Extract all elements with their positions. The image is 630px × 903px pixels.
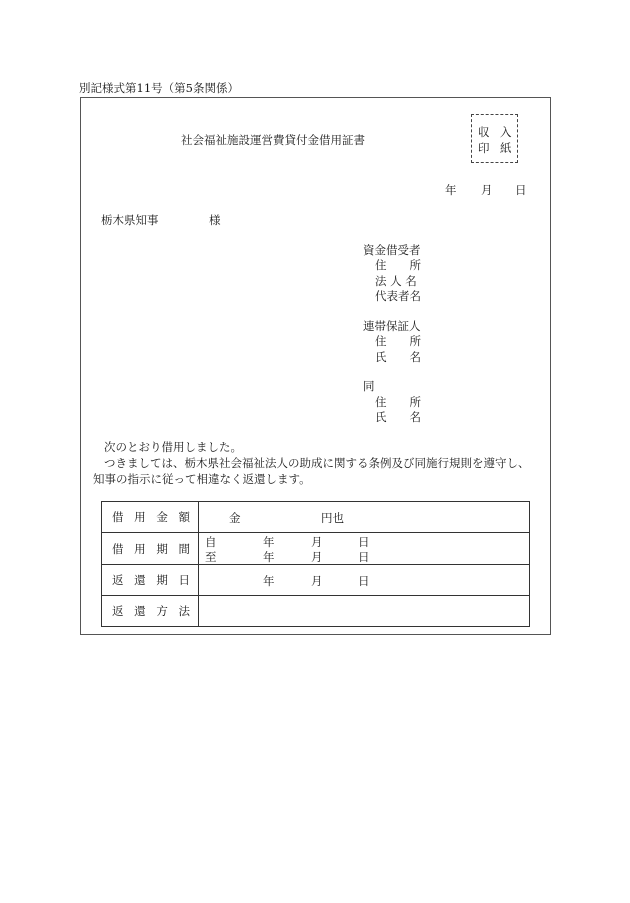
co-guarantor-address-label: 住 所 [375,395,421,409]
addressee-honorific: 様 [209,213,221,227]
label-char: 金 [156,510,168,524]
revenue-stamp-box [471,114,518,163]
label-char: 額 [178,510,190,524]
label-char: 用 [134,510,146,524]
label-char: 期 [156,573,168,587]
amount-label [102,502,199,533]
borrower-corp-name-label: 法 人 名 [375,274,417,288]
guarantor-heading: 連帯保証人 [363,319,421,333]
date-day: 日 [515,183,527,197]
period-to-year: 年 [263,550,275,564]
period-from: 自 [205,535,217,549]
stamp-char: 収 [478,125,490,139]
amount-prefix: 金 [229,511,241,525]
table-row-period [102,533,530,565]
body-line-1: 次のとおり借用しました。 [104,440,242,454]
guarantor-address-label: 住 所 [375,334,421,348]
label-char: 返 [112,573,124,587]
date-year: 年 [445,183,457,197]
due-date-label [102,565,199,596]
body-line-3: 知事の指示に従って相違なく返還します。 [93,472,311,486]
label-char: 返 [112,604,124,618]
body-line-2: つきましては、栃木県社会福祉法人の助成に関する条例及び同施行規則を遵守し、 [104,456,530,470]
due-month: 月 [311,574,323,588]
form-number: 別記様式第11号（第5条関係） [79,81,239,95]
period-label [102,533,199,565]
label-char: 方 [156,604,168,618]
table-row-due-date [102,565,530,596]
period-to: 至 [205,550,217,564]
method-label [102,596,199,627]
borrower-address-label: 住 所 [375,258,421,272]
method-value-cell [199,596,530,627]
date-month: 月 [481,183,493,197]
label-char: 借 [112,541,124,556]
stamp-char: 印 [478,141,490,155]
due-year: 年 [263,574,275,588]
label-char: 還 [134,573,146,587]
period-from-month: 月 [311,535,323,549]
label-char: 日 [178,573,190,587]
due-day: 日 [358,574,370,588]
label-char: 法 [178,604,190,618]
addressee-name: 栃木県知事 [101,213,159,227]
period-value-cell [199,533,530,565]
period-to-month: 月 [311,550,323,564]
label-char: 用 [134,541,146,556]
document-title: 社会福祉施設運営費貸付金借用証書 [181,133,365,147]
label-char: 還 [134,604,146,618]
loan-details-table [101,501,530,627]
stamp-char: 入 [500,125,512,139]
label-char: 借 [112,510,124,524]
label-char: 期 [156,541,168,556]
amount-value-cell [199,502,530,533]
table-row-method [102,596,530,627]
period-from-year: 年 [263,535,275,549]
amount-suffix: 円也 [321,511,344,525]
period-from-day: 日 [358,535,370,549]
period-to-day: 日 [358,550,370,564]
stamp-char: 紙 [500,141,512,155]
co-guarantor-heading: 同 [363,379,375,393]
label-char: 間 [178,541,190,556]
borrower-representative-label: 代表者名 [375,289,421,303]
due-date-value-cell [199,565,530,596]
guarantor-name-label: 氏 名 [375,350,421,364]
borrower-heading: 資金借受者 [363,243,421,257]
co-guarantor-name-label: 氏 名 [375,410,421,424]
table-row-amount [102,502,530,533]
